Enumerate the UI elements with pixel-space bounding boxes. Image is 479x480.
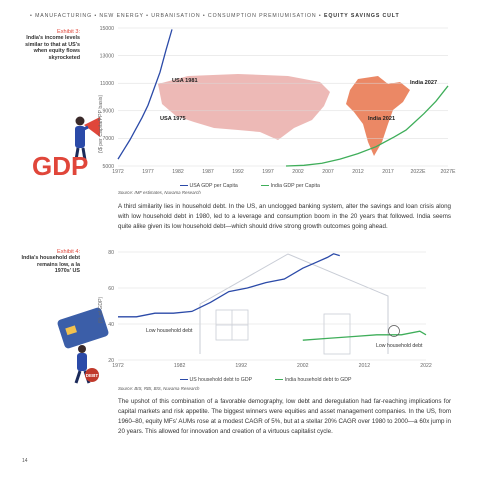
exhibit3-label: Exhibit 3: — [56, 29, 80, 35]
annotation-usa-1981: USA 1981 — [172, 78, 198, 84]
y-tick-label: 15000 — [99, 25, 114, 32]
x-tick-label: 2012 — [352, 169, 364, 175]
x-tick-label: 2007 — [322, 169, 334, 175]
paragraph-upshot: The upshot of this combination of a favorable demography, low debt and deregulation had far-reaching implications for capital markets and risk appetite. The biggest winners were equities and asset management companies. In the US, from 1960–80, equity MFs' AUMs rose at a modest CAGR of 5%, but at a stellar 20% CAGR over 1980 to 2000—a 60x jump in 20 years. This allowed for innovation and creation of a virtuous capitalist cycle. — [118, 398, 451, 435]
series-line-0 — [118, 254, 340, 317]
nav-item-equity-active[interactable]: EQUITY SAVINGS CULT — [323, 13, 400, 19]
person-figure — [77, 353, 87, 371]
exhibit4-text: India's household debt remains low, a la 1970s' US — [21, 255, 80, 275]
y-axis-label: (\$ per Capita/PPP basis) — [98, 94, 104, 154]
y-tick-label: 5000 — [102, 163, 114, 170]
y-tick-label: 60 — [108, 285, 114, 292]
x-tick-label: 1987 — [202, 169, 214, 175]
house-outline — [200, 254, 388, 354]
x-tick-label: 2027E — [440, 169, 456, 175]
page-number: 14 — [22, 458, 28, 464]
annotation-low-debt-us: Low household debt — [146, 328, 193, 334]
annotation-usa-1975: USA 1975 — [160, 116, 186, 122]
exhibit4-legend — [180, 377, 351, 383]
x-tick-label: 1982 — [172, 169, 184, 175]
y-tick-label: 13000 — [99, 53, 114, 60]
y-tick-label: 11000 — [99, 81, 114, 87]
x-tick-label: 2022E — [410, 169, 426, 175]
person-figure — [75, 126, 85, 148]
exhibit4-caption — [20, 249, 80, 275]
y-tick-label: 40 — [108, 321, 114, 328]
x-tick-label: 2022 — [420, 363, 432, 369]
x-tick-label: 2002 — [292, 169, 304, 175]
nav-item-new-energy[interactable]: NEW ENERGY — [99, 13, 144, 19]
exhibit4-source: Source: BIS, RBI, BIS, Nuvama Research — [118, 386, 200, 391]
y-axis-label: (% of GDP) — [98, 296, 104, 324]
x-tick-label: 1972 — [112, 169, 124, 175]
annotation-india-2027: India 2027 — [410, 80, 438, 86]
x-tick-label: 2012 — [358, 363, 371, 369]
x-tick-label: 2017 — [382, 169, 394, 175]
exhibit3-text: India's income levels similar to that at US's when equity flows skyrocketed — [25, 35, 80, 61]
legend-us: USA GDP per Capita — [189, 183, 238, 189]
legend-swatch-india — [261, 185, 269, 187]
legend-india: India GDP per Capita — [270, 183, 320, 189]
paragraph-household-debt: A third similarity lies in household debt. In the US, an unclogged banking system, alter the savings and loan crisis along with low household debt in 1980, led to a leverage and consumption boom in the 20 years that followed. India seems quite alike given its low household debt—which should drive strong growth outcomes going ahead. — [118, 203, 451, 230]
exhibit4-label: Exhibit 4: — [56, 249, 80, 255]
x-tick-label: 1992 — [232, 169, 244, 175]
x-tick-label: 1972 — [112, 363, 124, 369]
debt-ball-label: DEBT — [85, 373, 99, 378]
legend-india-debt: India household debt to GDP — [284, 377, 352, 383]
exhibit3-caption — [20, 29, 80, 61]
legend-swatch-india — [275, 379, 283, 381]
y-tick-label: 20 — [108, 357, 114, 364]
x-tick-label: 2002 — [297, 363, 309, 369]
nav-item-consumption[interactable]: CONSUMPTION PREMIUMISATION — [207, 13, 317, 19]
y-tick-label: 7000 — [102, 136, 114, 143]
gdp-badge: GDP — [32, 151, 89, 181]
gdp-per-capita-chart — [88, 24, 458, 182]
x-tick-label: 1997 — [262, 169, 274, 175]
legend-swatch-us — [180, 185, 188, 187]
annotation-india-2021: India 2021 — [368, 116, 396, 122]
x-tick-label: 1992 — [235, 363, 247, 369]
series-line-1 — [303, 331, 426, 340]
x-tick-label: 1982 — [173, 363, 186, 369]
exhibit3-source: Source: IMF estimates, Nuvama Research — [118, 190, 201, 195]
y-tick-label: 80 — [108, 249, 114, 256]
household-debt-chart — [88, 244, 458, 374]
y-tick-label: 9000 — [102, 108, 114, 115]
x-tick-label: 1977 — [142, 169, 154, 175]
nav-item-urbanisation[interactable]: URBANISATION — [151, 13, 201, 19]
annotation-low-debt-india: Low household debt — [376, 343, 423, 349]
section-nav: • MANUFACTURING • NEW ENERGY • URBANISATION • CONSUMPTION PREMIUMISATION • EQUITY SAVINGS CULT — [30, 13, 400, 19]
legend-us-debt: US household debt to GDP — [189, 377, 252, 383]
nav-item-manufacturing[interactable]: MANUFACTURING — [35, 13, 93, 19]
legend-swatch-us — [180, 379, 188, 381]
exhibit3-legend — [180, 183, 320, 189]
